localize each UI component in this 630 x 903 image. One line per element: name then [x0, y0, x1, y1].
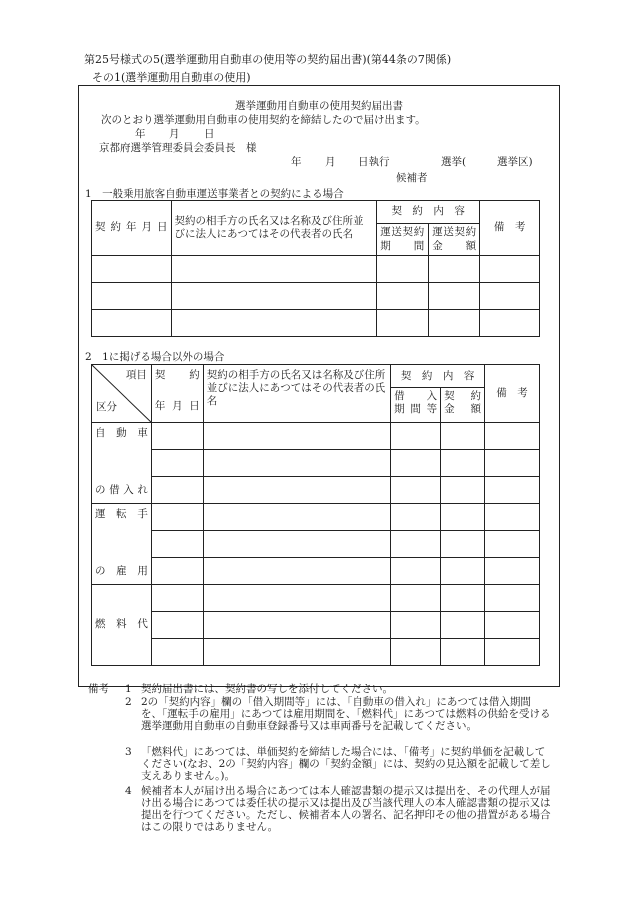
note-text: 「燃料代」にあつては、単価契約を締結した場合には、「備考」に契約単価を記載してください(なお、2の「契約内容」欄の「契約金額」には、契約の見込額を記載して差し支えありません。)。: [141, 746, 551, 782]
s2-item-category-header: [92, 365, 152, 423]
note-number: 4: [125, 785, 132, 797]
addressee: 京都府選挙管理委員会委員長 様: [99, 142, 257, 154]
s2-cell[interactable]: [151, 477, 203, 504]
s1-cell[interactable]: [480, 283, 540, 310]
s2-cell[interactable]: [151, 531, 203, 558]
s2-cell[interactable]: [485, 612, 540, 639]
s2-cell[interactable]: [441, 450, 485, 477]
s1-cell[interactable]: [377, 256, 429, 283]
sub-form-title: その1(選挙運動用自動車の使用): [92, 71, 251, 84]
s1-col-date: 契約年月日: [92, 201, 172, 256]
s1-cell[interactable]: [429, 256, 480, 283]
s2-cell[interactable]: [203, 504, 390, 531]
s2-cell[interactable]: [151, 423, 203, 450]
s2-cell[interactable]: [203, 450, 390, 477]
s2-cell[interactable]: [391, 639, 441, 666]
s2-cell[interactable]: [151, 639, 203, 666]
note-text: 候補者本人が届け出る場合にあつては本人確認書類の提示又は提出を、その代理人が届け出る場合にあつては委任状の提示又は提出及び当該代理人の本人確認書類の提示又は提出を行つてください。ただし、候補者本人の署名、記名押印その他の措置がある場合はこの限りではありません。: [141, 785, 551, 833]
s2-cell[interactable]: [441, 531, 485, 558]
s2-cell[interactable]: [485, 558, 540, 585]
s2-cell[interactable]: [485, 504, 540, 531]
s2-cell[interactable]: [485, 639, 540, 666]
s1-cell[interactable]: [377, 283, 429, 310]
s2-col-contract: 契 約 内 容: [400, 370, 475, 382]
s2-cell[interactable]: [203, 477, 390, 504]
exec-day: 日執行: [358, 156, 390, 168]
section1-table: [91, 200, 540, 337]
s2-col-party: 契約の相手方の氏名又は名称及び住所並びに法人にあつてはその代表者の氏名: [203, 365, 390, 423]
s2-cell[interactable]: [391, 612, 441, 639]
s2-row-driver: 運 転 手 の 雇 用: [92, 504, 152, 585]
s2-cell[interactable]: [485, 585, 540, 612]
s2-cell[interactable]: [151, 450, 203, 477]
s2-cell[interactable]: [441, 477, 485, 504]
s1-col-contract: 契 約 内 容: [377, 201, 480, 224]
s1-cell[interactable]: [429, 310, 480, 337]
s1-table-row: [92, 283, 540, 310]
s1-cell[interactable]: [480, 310, 540, 337]
district-label: 選挙区): [497, 156, 533, 168]
s2-cell[interactable]: [203, 531, 390, 558]
s2-cell[interactable]: [203, 612, 390, 639]
s1-cell[interactable]: [171, 283, 377, 310]
s2-cell[interactable]: [441, 558, 485, 585]
s2-cell[interactable]: [485, 450, 540, 477]
s2-cell[interactable]: [441, 612, 485, 639]
s2-cell[interactable]: [203, 585, 390, 612]
s1-cell[interactable]: [171, 256, 377, 283]
s2-col-remarks: 備 考: [485, 365, 540, 423]
s2-cell[interactable]: [391, 585, 441, 612]
s1-col-period: 運送契約期間: [377, 224, 429, 256]
section2-table: [91, 364, 540, 666]
candidate-label: 候補者: [396, 172, 428, 184]
date-day: 日: [204, 128, 215, 140]
s2-cell[interactable]: [485, 531, 540, 558]
note-number: 2: [125, 696, 132, 708]
s2-cell[interactable]: [485, 477, 540, 504]
s2-cell[interactable]: [441, 585, 485, 612]
s2-cell[interactable]: [485, 423, 540, 450]
s2-cell[interactable]: [151, 504, 203, 531]
intro-text: 次のとおり選挙運動用自動車の使用契約を締結したので届け出ます。: [101, 114, 426, 126]
s1-col-remarks: 備 考: [480, 201, 540, 256]
note-text: 契約届出書には、契約書の写しを添付してください。: [141, 683, 393, 695]
s2-row-car-rental: 自 動 車 の借入れ: [92, 423, 152, 504]
s2-col-date: 契 約 年月日: [151, 365, 203, 423]
s2-cell[interactable]: [203, 558, 390, 585]
s2-cell[interactable]: [391, 423, 441, 450]
s1-cell[interactable]: [377, 310, 429, 337]
form-number: 第25号様式の5(選挙運動用自動車の使用等の契約届出書)(第44条の7関係): [84, 53, 452, 66]
exec-year: 年: [291, 156, 302, 168]
date-month: 月: [169, 128, 180, 140]
note-number: 1: [125, 683, 132, 695]
section1-heading: 1 一般乗用旅客自動車運送事業者との契約による場合: [85, 188, 344, 200]
section2-heading: 2 1に掲げる場合以外の場合: [85, 351, 225, 363]
note-text: 2の「契約内容」欄の「借入期間等」には、「自動車の借入れ」にあつては借入期間を、「運転手の雇用」にあつては雇用期間を、「燃料代」にあつては燃料の供給を受ける選挙運動用自動車の自動車登録番号又は車両番号を記載してください。: [141, 696, 551, 732]
s2-cell[interactable]: [151, 585, 203, 612]
notes-section: [0, 683, 630, 853]
s2-col-category: 区分: [96, 400, 117, 413]
s2-col-period: 借 入 期間等: [391, 388, 441, 422]
s1-cell[interactable]: [480, 256, 540, 283]
s1-col-party: 契約の相手方の氏名又は名称及び住所並びに法人にあつてはその代表者の氏名: [171, 201, 377, 256]
s1-cell[interactable]: [429, 283, 480, 310]
s1-table-row: [92, 256, 540, 283]
s2-row-fuel: 燃 料 代: [92, 585, 152, 666]
s2-cell[interactable]: [441, 504, 485, 531]
s2-cell[interactable]: [391, 450, 441, 477]
s2-cell[interactable]: [151, 612, 203, 639]
s1-table-row: [92, 310, 540, 337]
s2-col-amount: 契 約 金 額: [444, 390, 482, 416]
s1-cell[interactable]: [171, 310, 377, 337]
s2-col-contract-group: [391, 365, 485, 423]
s2-cell[interactable]: [441, 639, 485, 666]
election-label: 選挙(: [441, 156, 467, 168]
s1-cell[interactable]: [92, 256, 172, 283]
s2-cell[interactable]: [151, 558, 203, 585]
s2-col-item: 項目: [125, 369, 147, 381]
s2-cell[interactable]: [441, 423, 485, 450]
exec-month: 月: [325, 156, 336, 168]
s1-cell[interactable]: [92, 283, 172, 310]
note-number: 3: [125, 746, 132, 758]
s2-cell[interactable]: [391, 558, 441, 585]
s2-cell[interactable]: [203, 423, 390, 450]
s2-cell[interactable]: [391, 531, 441, 558]
s1-col-amount: 運送契約金額: [429, 224, 480, 256]
s2-cell[interactable]: [391, 504, 441, 531]
s2-cell[interactable]: [203, 639, 390, 666]
date-year: 年: [135, 128, 146, 140]
s2-cell[interactable]: [391, 477, 441, 504]
s1-cell[interactable]: [92, 310, 172, 337]
notes-label: 備考: [88, 683, 109, 695]
form-title: 選挙運動用自動車の使用契約届出書: [235, 100, 403, 112]
